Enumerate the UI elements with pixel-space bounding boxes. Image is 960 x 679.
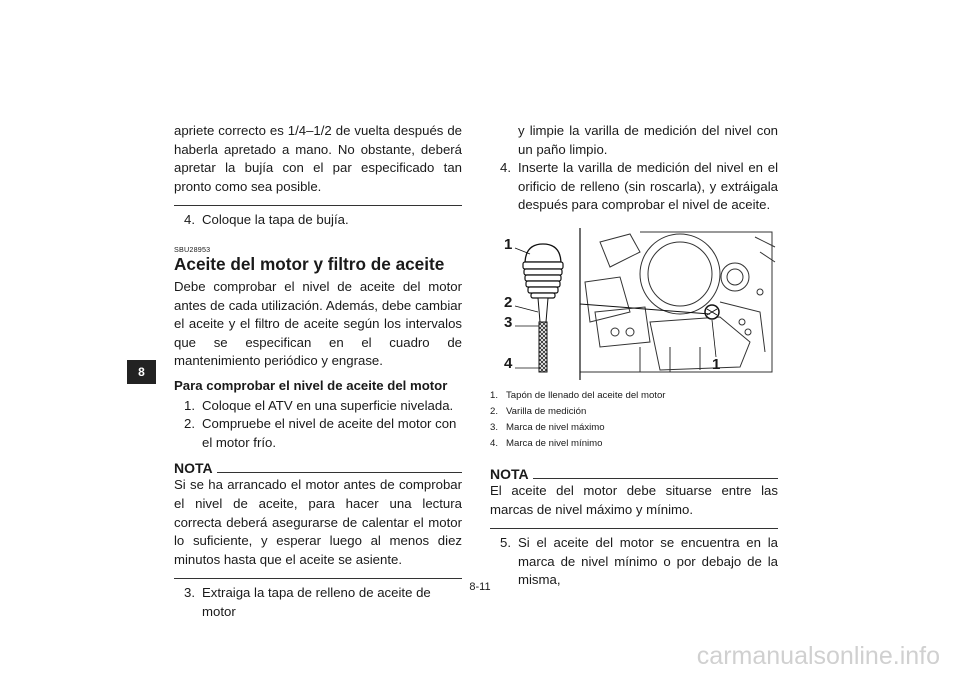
caption-number: 2. [490, 405, 499, 417]
nota-text: El aceite del motor debe situarse entre las marcas de nivel máximo y mínimo. [490, 482, 778, 517]
caption-item [490, 436, 778, 452]
callout-2: 2 [504, 293, 513, 311]
caption-number: 3. [490, 421, 499, 433]
right-column [490, 122, 778, 590]
left-column [174, 122, 462, 621]
caption-number: 1. [490, 389, 499, 401]
step-number: 3. [184, 585, 195, 601]
caption-text: Varilla de medición [506, 405, 587, 417]
step-2 [174, 415, 462, 452]
nota-label: NOTA [174, 460, 213, 477]
callout-3: 3 [504, 313, 513, 331]
step-text: Extraiga la tapa de relleno de aceite de motor [202, 585, 431, 619]
section-paragraph: Debe comprobar el nivel de aceite del motor antes de cada utilización. Además, debe cambiar el aceite y el filtro de aceite según los intervalos que se especifican en el cuadro de mantenimiento periódico y engrase. [174, 278, 462, 369]
oil-dipstick-figure [490, 222, 778, 380]
nota-rule [533, 478, 778, 479]
step-1 [174, 397, 462, 416]
step-4 [174, 211, 462, 230]
step-number: 2. [184, 416, 195, 432]
divider [490, 528, 778, 529]
caption-text: Marca de nivel máximo [506, 421, 605, 433]
step-number: 4. [500, 160, 511, 176]
nota-label: NOTA [490, 465, 529, 482]
step-text: Inserte la varilla de medición del nivel en el orificio de relleno (sin roscarla), y extráigala después para comprobar el nivel de aceite. [518, 160, 778, 213]
caption-text: Marca de nivel mínimo [506, 437, 603, 449]
nota-text: Si se ha arrancado el motor antes de comprobar el nivel de aceite, para hacer una lectura correcta deberá asegurarse de calentar el motor lo suficiente, y esperar luego al menos diez minutos hasta que el aceite se asiente. [174, 477, 462, 567]
subheading: Para comprobar el nivel de aceite del motor [174, 377, 448, 393]
step-text: Coloque la tapa de bujía. [202, 212, 349, 228]
engine-illustration [490, 222, 778, 380]
caption-text: Tapón de llenado del aceite del motor [506, 389, 666, 401]
intro-paragraph: apriete correcto es 1/4–1/2 de vuelta después de haberla apretado a mano. No obstante, deberá apretar la bujía con el par especificado tan pronto como sea posible. [174, 123, 462, 194]
step-number: 5. [500, 535, 511, 551]
step-3-continuation: y limpie la varilla de medición del nivel con un paño limpio. [518, 123, 778, 157]
callout-1: 1 [504, 235, 513, 253]
step-text: Si el aceite del motor se encuentra en la marca de nivel mínimo o por debajo de la misma, [518, 535, 778, 588]
callout-1-engine: 1 [712, 355, 721, 373]
figure-captions [490, 388, 778, 452]
caption-item [490, 388, 778, 404]
caption-number: 4. [490, 437, 499, 449]
divider [174, 205, 462, 206]
divider [174, 578, 462, 579]
section-code: SBU28953 [174, 244, 211, 254]
caption-item [490, 404, 778, 420]
step-text: Compruebe el nivel de aceite del motor con el motor frío. [202, 416, 457, 450]
step-4 [490, 159, 778, 215]
nota-header [174, 460, 462, 476]
watermark: carmanualsonline.info [696, 642, 940, 670]
caption-item [490, 420, 778, 436]
nota-rule [217, 472, 462, 473]
chapter-tab: 8 [127, 360, 156, 384]
callout-4: 4 [504, 354, 513, 372]
nota-header [490, 466, 778, 482]
step-text: Coloque el ATV en una superficie nivelada. [202, 397, 454, 413]
step-number: 4. [184, 212, 195, 228]
step-number: 1. [184, 397, 195, 413]
section-heading: Aceite del motor y filtro de aceite [174, 253, 445, 274]
page-number: 8-11 [469, 581, 491, 593]
